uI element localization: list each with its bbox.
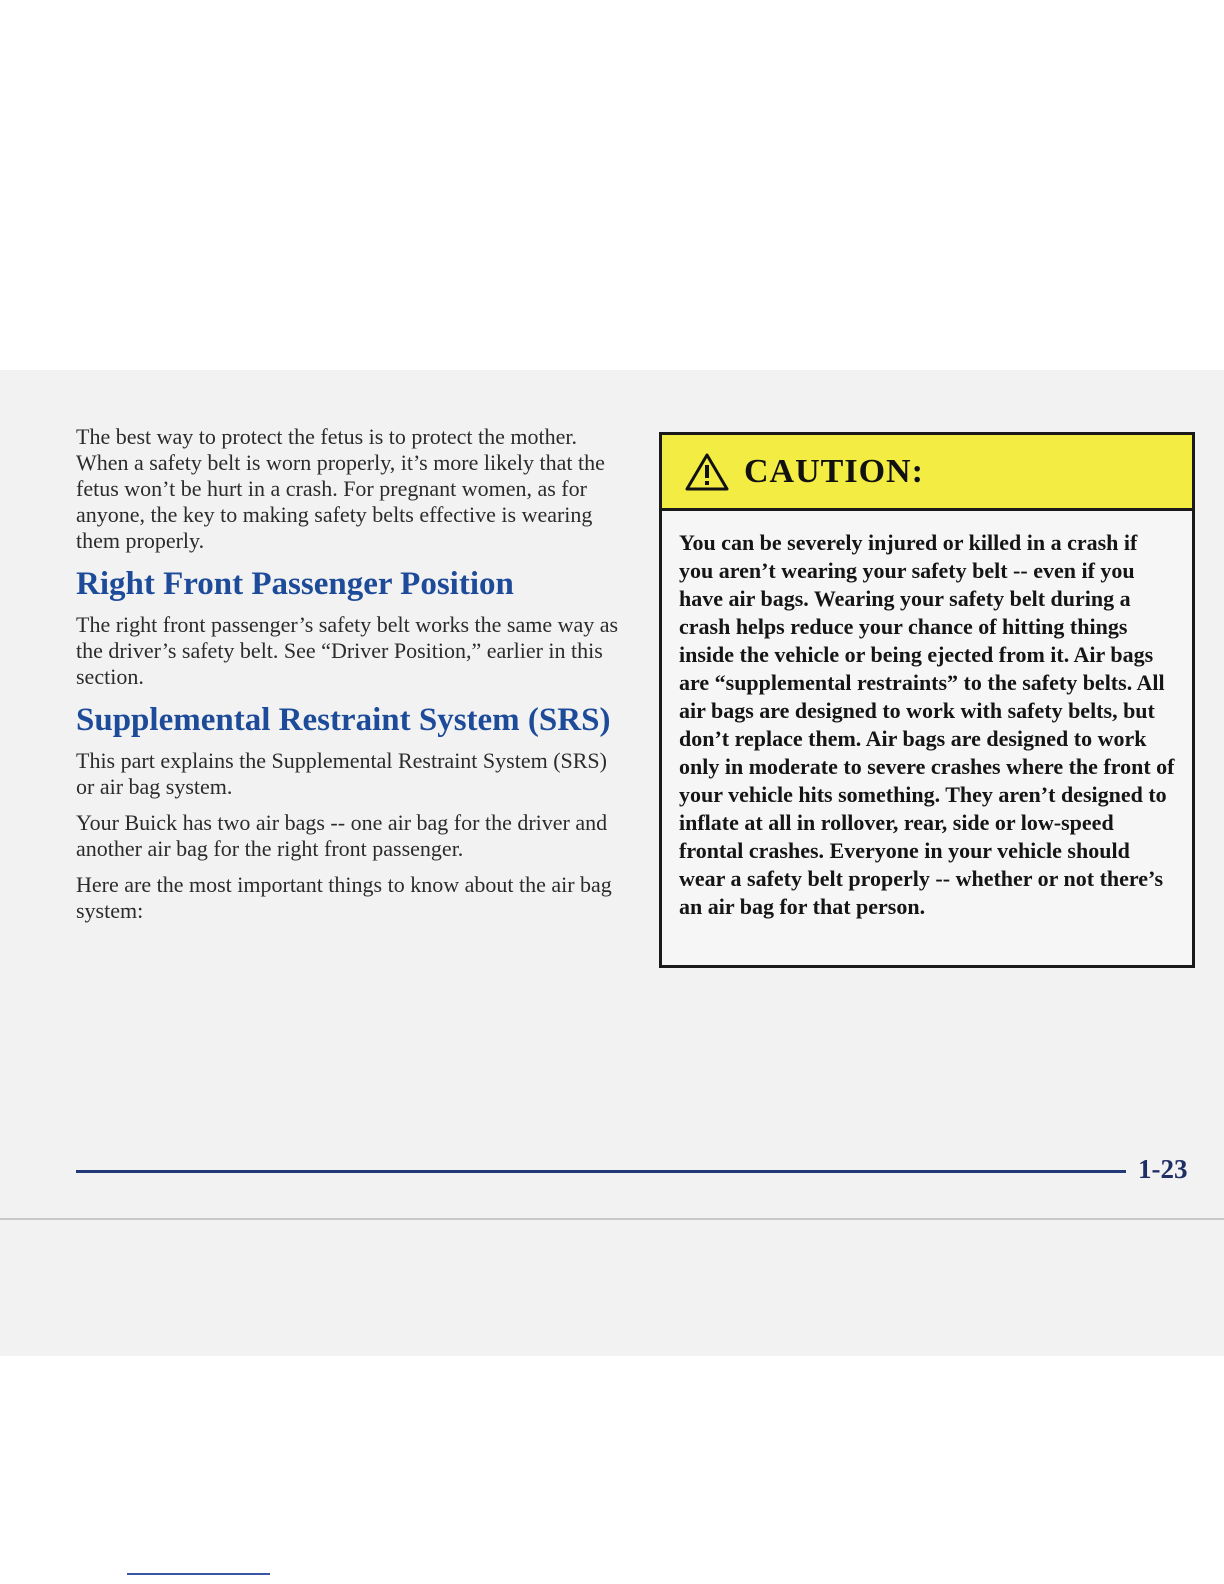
caution-title: CAUTION: bbox=[744, 452, 924, 490]
footer-rule bbox=[76, 1170, 1126, 1173]
caution-box bbox=[659, 432, 1195, 968]
band-divider bbox=[0, 1218, 1224, 1220]
right-front-passenger-heading: Right Front Passenger Position bbox=[76, 566, 514, 602]
air-bags-paragraph: Your Buick has two air bags -- one air bag for the driver and another air bag for the right front passenger. bbox=[76, 810, 608, 861]
srs-intro-paragraph: This part explains the Supplemental Restraint System (SRS) or air bag system. bbox=[76, 748, 607, 799]
passenger-paragraph: The right front passenger’s safety belt works the same way as the driver’s safety belt. See “Driver Position,” earlier in this section. bbox=[76, 612, 619, 689]
page-number: 1-23 bbox=[1138, 1154, 1188, 1184]
srs-heading: Supplemental Restraint System (SRS) bbox=[76, 702, 611, 738]
important-things-paragraph: Here are the most important things to know about the air bag system: bbox=[76, 872, 612, 923]
bottom-mark bbox=[127, 1573, 270, 1575]
left-column bbox=[76, 424, 621, 934]
caution-text: You can be severely injured or killed in a crash if you aren’t wearing your safety belt -- even if you have air bags. Wearing your safety belt during a crash helps reduce your chance of hitting things inside the vehicle or being ejected from it. Air bags are “supplemental restraints” to the safety belts. All air bags are designed to work with safety belts, but don’t replace them. Air bags are designed to work only in moderate to severe crashes where the front of your vehicle hits something. They aren’t designed to inflate at all in rollover, rear, side or low-speed frontal crashes. Everyone in your vehicle should wear a safety belt properly -- whether or not there’s an air bag for that person. bbox=[679, 530, 1175, 919]
fetus-paragraph: The best way to protect the fetus is to protect the mother. When a safety belt is worn properly, it’s more likely that the fetus won’t be hurt in a crash. For pregnant women, as for anyone, the key to making safety belts effective is wearing them properly. bbox=[76, 424, 605, 553]
warning-triangle-icon bbox=[684, 452, 730, 492]
caution-header bbox=[662, 435, 1192, 511]
